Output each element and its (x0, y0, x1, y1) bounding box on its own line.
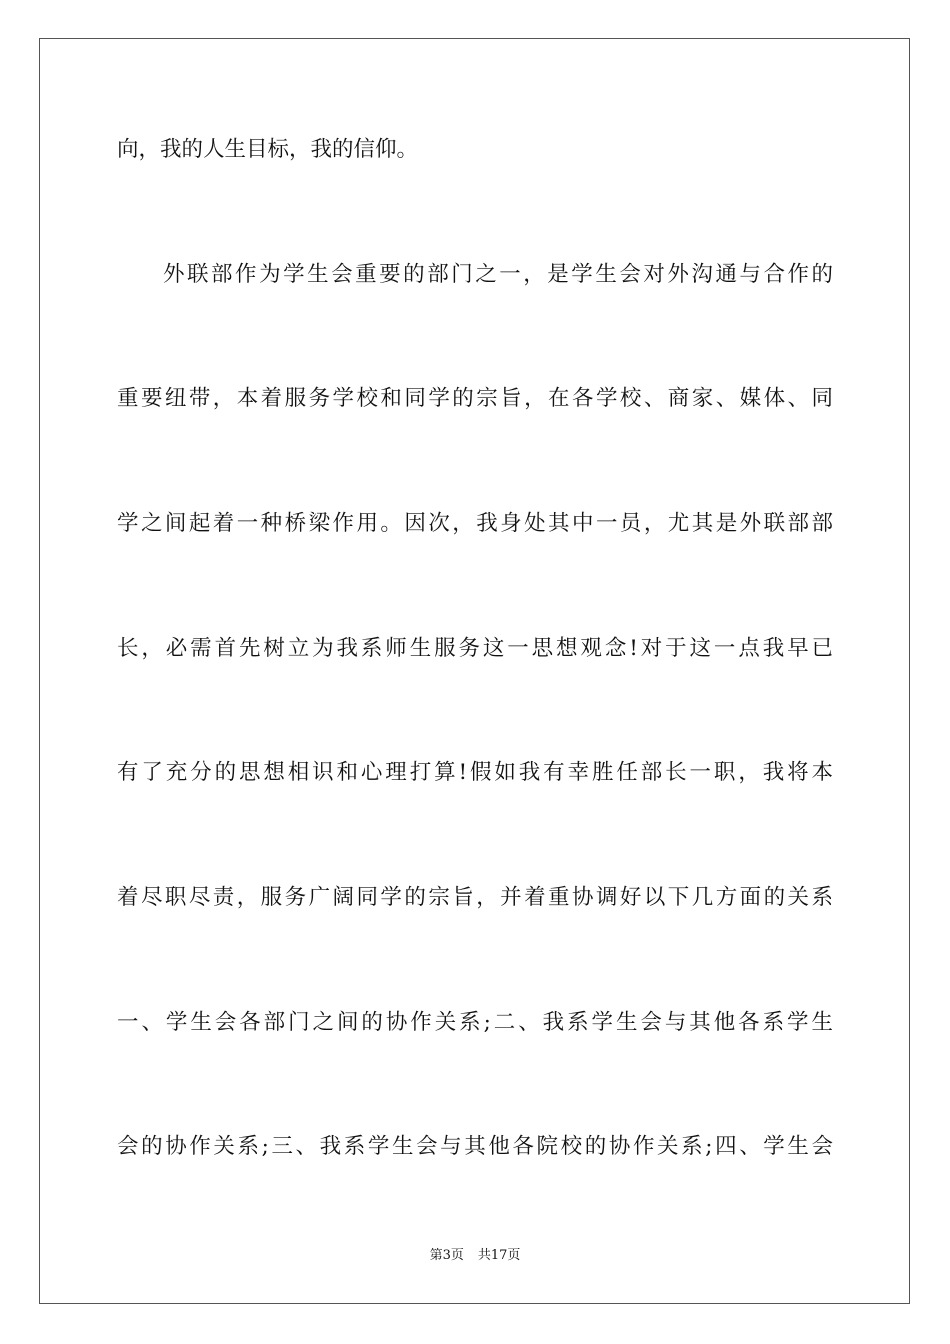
page-number: 第3页 (429, 1248, 464, 1263)
page-total: 共17页 (477, 1248, 521, 1263)
body-line-7: 着尽职尽责，服务广阔同学的宗旨，并着重协调好以下几方面的关系 (117, 885, 833, 910)
page-footer (0, 1246, 950, 1266)
page-border (39, 38, 910, 1304)
body-line-4: 学之间起着一种桥梁作用。因次，我身处其中一员，尤其是外联部部 (117, 511, 833, 536)
body-line-1: 向，我的人生目标，我的信仰。 (117, 137, 419, 162)
body-line-8: 一、学生会各部门之间的协作关系;二、我系学生会与其他各系学生 (117, 1010, 833, 1035)
body-line-3: 重要纽带，本着服务学校和同学的宗旨，在各学校、商家、媒体、同 (117, 386, 833, 411)
body-line-6: 有了充分的思想相识和心理打算!假如我有幸胜任部长一职，我将本 (117, 760, 833, 785)
body-line-9: 会的协作关系;三、我系学生会与其他各院校的协作关系;四、学生会 (117, 1134, 833, 1159)
body-line-5: 长，必需首先树立为我系师生服务这一思想观念!对于这一点我早已 (117, 636, 833, 661)
body-line-2: 外联部作为学生会重要的部门之一，是学生会对外沟通与合作的 (163, 262, 833, 287)
